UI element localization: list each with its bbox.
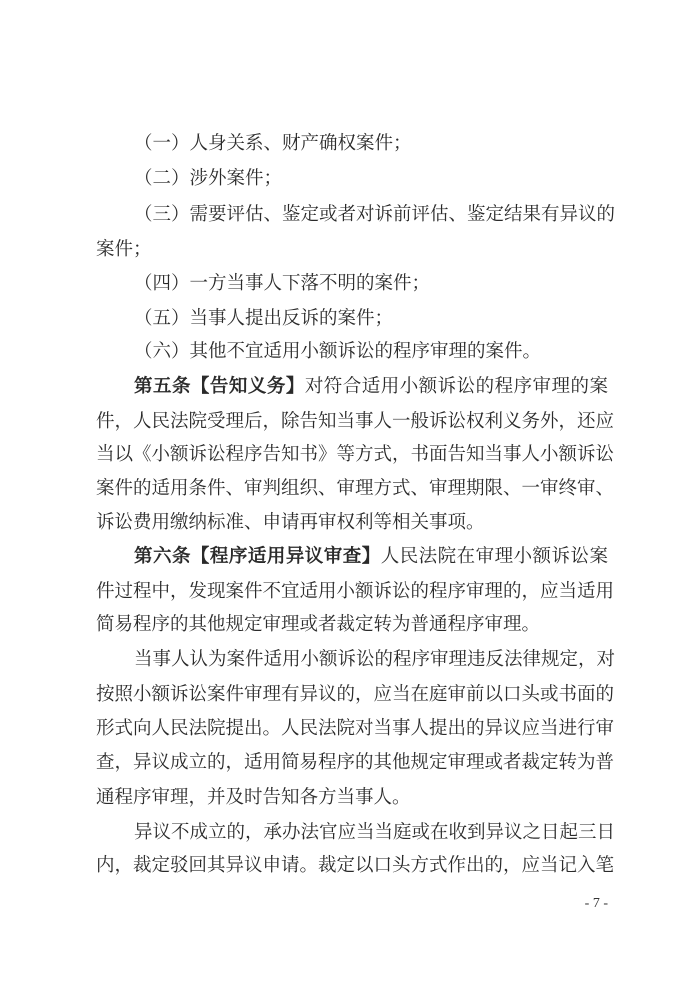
text-line: 形式向人民法院提出。人民法院对当事人提出的异议应当进行审 [96, 718, 615, 739]
list-item: （四）一方当事人下落不明的案件； [134, 273, 431, 294]
article-6-first-line [134, 546, 608, 568]
text-line: 当事人认为案件适用小额诉讼的程序审理违反法律规定，对 [134, 649, 616, 670]
page-number: - 7 - [584, 896, 608, 911]
list-item: （二）涉外案件； [134, 168, 283, 189]
text-line: 件过程中，发现案件不宜适用小额诉讼的程序审理的，应当适用 [96, 581, 615, 602]
text-line: 对符合适用小额诉讼的程序审理的案 [304, 376, 608, 397]
article-5-heading: 第五条【告知义务】 [134, 376, 305, 397]
list-item: （五）当事人提出反诉的案件； [134, 308, 394, 329]
article-6-heading: 第六条【程序适用异议审查】 [134, 546, 381, 567]
text-line: 异议不成立的，承办法官应当当庭或在收到异议之日起三日 [134, 822, 616, 843]
text-line: 诉讼费用缴纳标准、申请再审权利等相关事项。 [96, 512, 485, 533]
list-item: （三）需要评估、鉴定或者对诉前评估、鉴定结果有异议的 [134, 204, 616, 225]
text-line: 案件； [96, 239, 152, 260]
article-5-first-line [134, 376, 608, 398]
list-item: （一）人身关系、财产确权案件； [134, 133, 412, 154]
text-line: 简易程序的其他规定审理或者裁定转为普通程序审理。 [96, 614, 541, 635]
text-line: 通程序审理，并及时告知各方当事人。 [96, 787, 411, 808]
text-line: 案件的适用条件、审判组织、审理方式、审理期限、一审终审、 [96, 478, 615, 499]
text-line: 内，裁定驳回其异议申请。裁定以口头方式作出的，应当记入笔 [96, 855, 615, 876]
text-line: 件，人民法院受理后，除告知当事人一般诉讼权利义务外，还应 [96, 411, 615, 432]
text-line: 查，异议成立的，适用简易程序的其他规定审理或者裁定转为普 [96, 752, 615, 773]
text-line: 当以《小额诉讼程序告知书》等方式，书面告知当事人小额诉讼 [96, 444, 615, 465]
list-item: （六）其他不宜适用小额诉讼的程序审理的案件。 [134, 341, 542, 362]
text-line: 人民法院在审理小额诉讼案 [380, 546, 608, 567]
text-line: 按照小额诉讼案件审理有异议的，应当在庭审前以口头或书面的 [96, 684, 615, 705]
